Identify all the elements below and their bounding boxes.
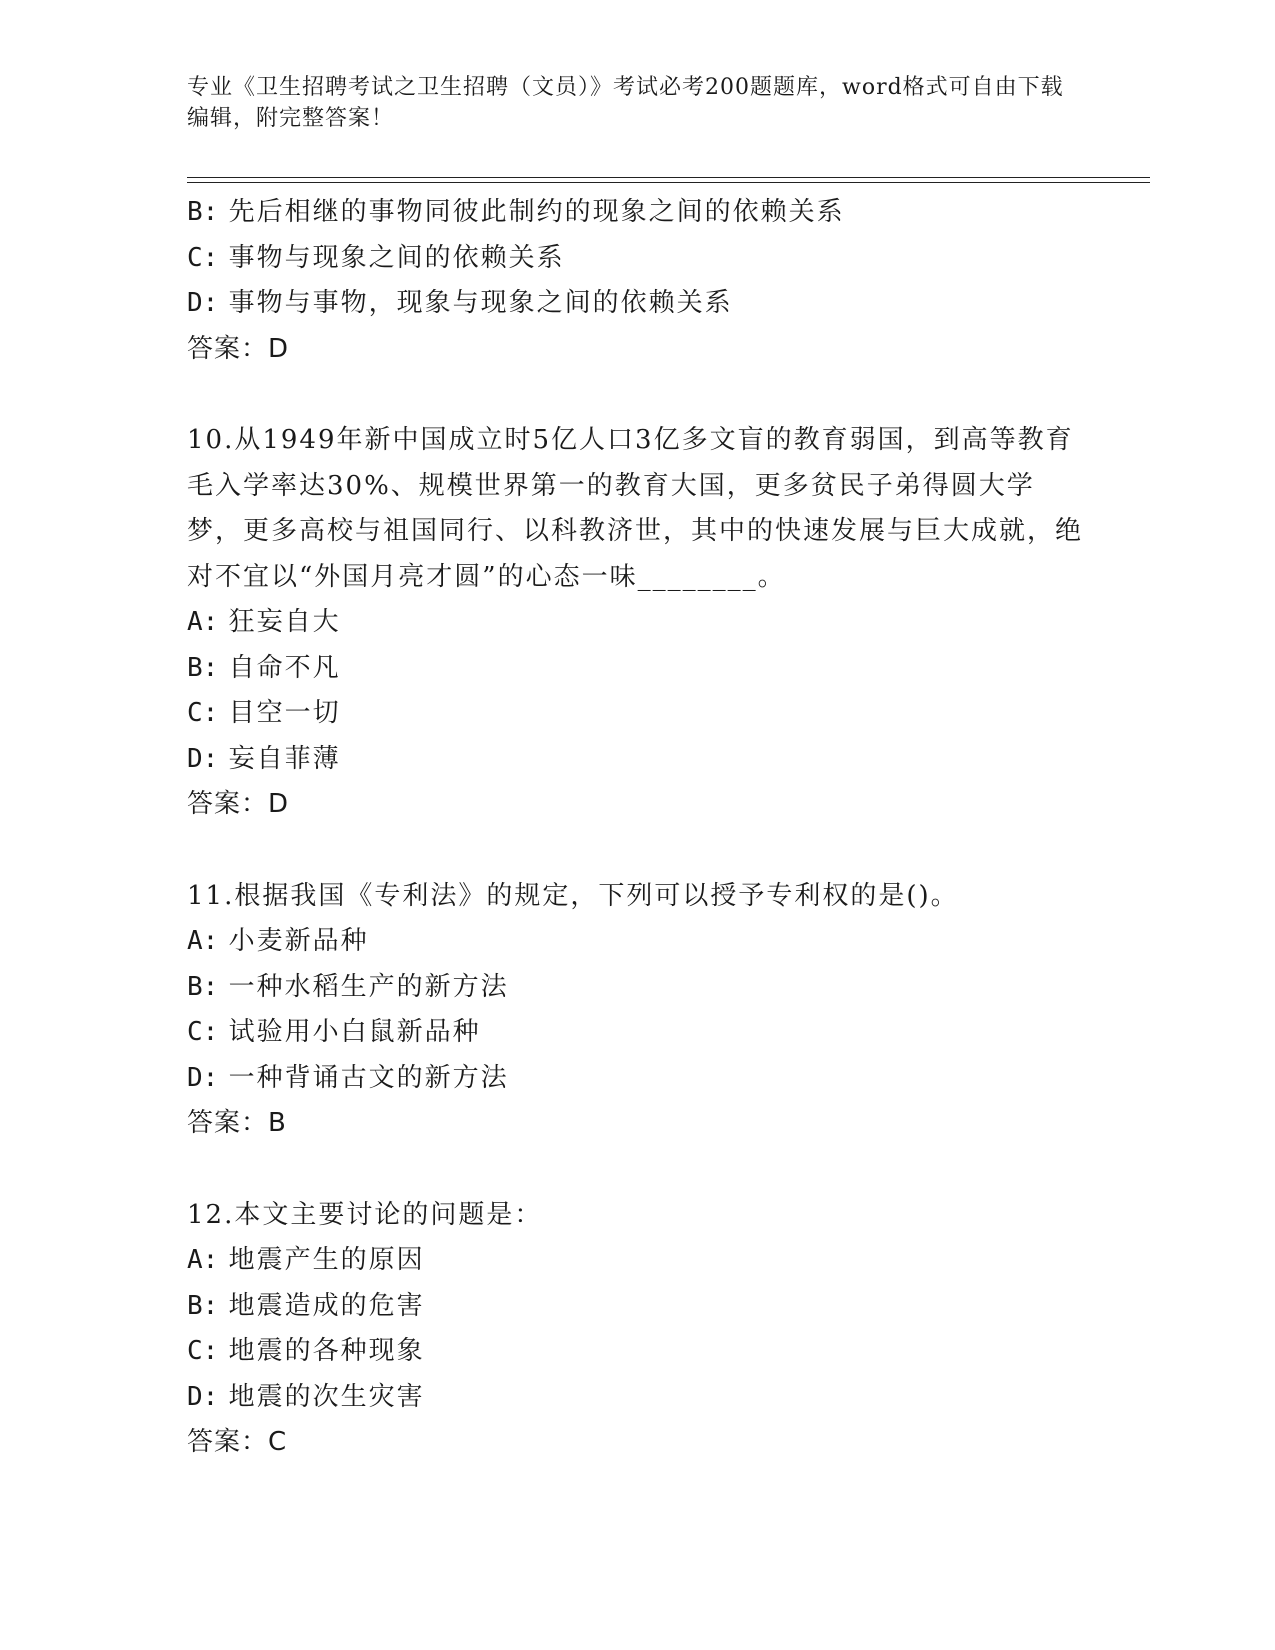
question-12: [187, 1193, 1087, 1466]
option-b: B: 先后相继的事物同彼此制约的现象之间的依赖关系: [187, 197, 845, 227]
question-11: [187, 874, 1087, 1147]
question-10: [187, 418, 1087, 828]
option-d: D: 一种背诵古文的新方法: [187, 1062, 509, 1093]
answer-line: 答案：C: [187, 1427, 288, 1457]
question-continuation: [187, 190, 1087, 372]
option-c: C: 事物与现象之间的依赖关系: [187, 242, 565, 273]
answer-line: 答案：B: [187, 1108, 287, 1138]
option-d: D: 事物与事物，现象与现象之间的依赖关系: [187, 288, 733, 318]
option-a: A: 地震产生的原因: [187, 1245, 425, 1275]
option-c: C: 地震的各种现象: [187, 1336, 425, 1366]
option-c: C: 试验用小白鼠新品种: [187, 1017, 481, 1047]
option-b: B: 一种水稻生产的新方法: [187, 971, 509, 1002]
option-a: A: 狂妄自大: [187, 607, 341, 637]
question-stem: 11.根据我国《专利法》的规定，下列可以授予专利权的是()。: [187, 880, 959, 911]
option-b: B: 地震造成的危害: [187, 1290, 425, 1321]
option-c: C: 目空一切: [187, 698, 341, 728]
question-body: [187, 190, 1087, 1466]
question-stem: 12.本文主要讨论的问题是：: [187, 1199, 543, 1230]
option-d: D: 妄自菲薄: [187, 743, 341, 774]
document-header: 专业《卫生招聘考试之卫生招聘（文员）》考试必考200题题库，word格式可自由下载编辑，附完整答案！: [187, 75, 1064, 131]
option-a: A: 小麦新品种: [187, 926, 369, 956]
option-b: B: 自命不凡: [187, 652, 341, 683]
answer-line: 答案：D: [187, 333, 290, 364]
option-d: D: 地震的次生灾害: [187, 1381, 425, 1412]
header-rule-top: [187, 177, 1150, 178]
answer-line: 答案：D: [187, 789, 290, 819]
header-rule-bottom: [187, 182, 1150, 183]
question-stem: 10.从1949年新中国成立时5亿人口3亿多文盲的教育弱国，到高等教育毛入学率达30%、规模世界第一的教育大国，更多贫民子弟得圆大学梦，更多高校与祖国同行、以科教济世，其中的快速发展与巨大成就，绝对不宜以“外国月亮才圆”的心态一味________。: [187, 425, 1084, 592]
